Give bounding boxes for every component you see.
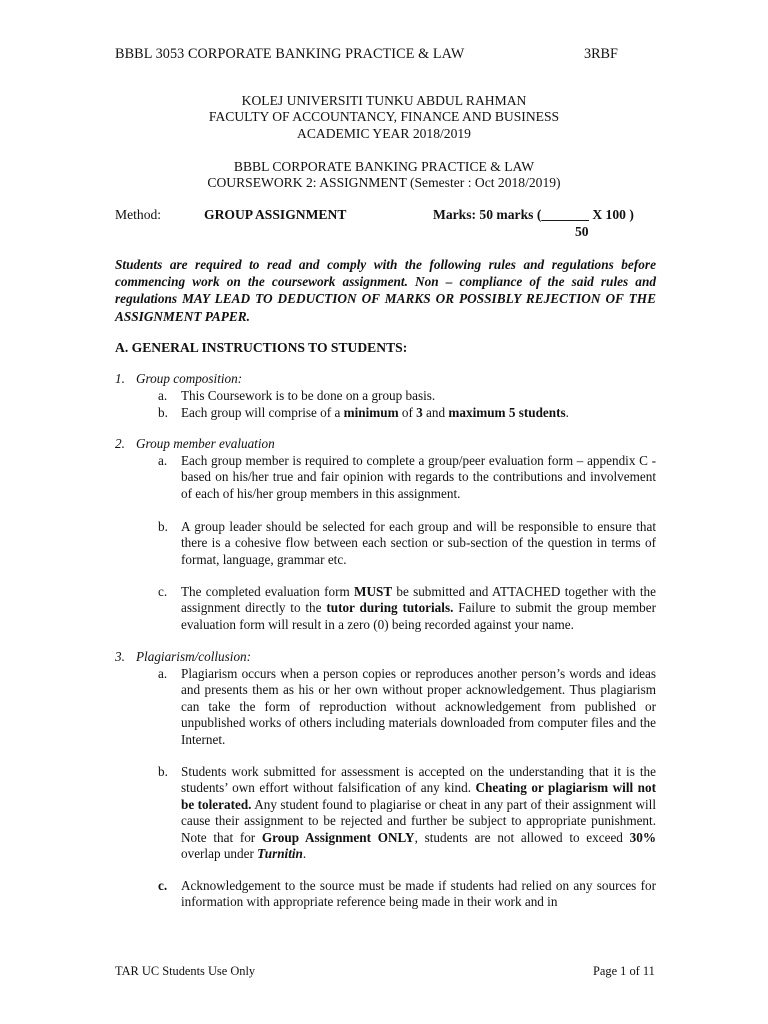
sub-text: Plagiarism occurs when a person copies or reproduces another person’s words and ideas and presents them as his or her own without proper acknowledgement. Thus plagiarism can take the form of reproduction without acknowledgement from published or unpublished works of others including materials downloaded from computer files and the Internet. [181, 666, 656, 747]
sub-text: Each group member is required to complete a group/peer evaluation form – appendix C - based on his/her true and fair opinion with regards to the contributions and involvement of each of his/her group members in this assignment. [181, 453, 656, 501]
item-2c [158, 584, 656, 633]
marks-denominator: 50 [575, 224, 589, 239]
method-value: GROUP ASSIGNMENT [204, 207, 347, 222]
sub-text: This Coursework is to be done on a group basis. [181, 388, 436, 403]
sub-text: Acknowledgement to the source must be made if students had relied on any sources for information with appropriate reference being made in their work and in [181, 878, 656, 910]
faculty-name: FACULTY OF ACCOUNTANCY, FINANCE AND BUSINESS [208, 109, 560, 125]
sub-letter: a. [158, 666, 168, 681]
item-3b [158, 764, 656, 862]
item-title: Group member evaluation [136, 436, 275, 451]
intro-paragraph [115, 256, 656, 325]
sub-text: Each group will comprise of a minimum of 3 and maximum 5 students. [181, 405, 569, 420]
sub-letter: a. [158, 388, 168, 403]
footer-usage-note: TAR UC Students Use Only [115, 964, 256, 978]
item-title: Plagiarism/collusion: [136, 649, 252, 664]
marks-suffix: X 100 ) [588, 207, 634, 222]
institution-block [0, 93, 768, 142]
item-3a [158, 666, 656, 748]
item-2b [158, 519, 656, 568]
sub-letter: c. [158, 584, 168, 599]
item-title: Group composition: [136, 371, 243, 386]
footer-page-number: Page 1 of 11 [593, 964, 655, 978]
sub-text: The completed evaluation form MUST be submitted and ATTACHED together with the assignment directly to the tutor during tutorials. Failure to submit the group member evaluation form will result in a zero (0) being recorded against your name. [181, 584, 656, 632]
marks-prefix: Marks: 50 marks ( [433, 207, 542, 222]
sub-letter: a. [158, 453, 168, 468]
intro-text: Students are required to read and comply with the following rules and regulations before commencing work on the coursework assignment. Non – compliance of the said rules and regulations [115, 257, 656, 307]
marks-blank: _______ [541, 207, 589, 222]
course-block [0, 159, 768, 192]
section-a-heading: A. GENERAL INSTRUCTIONS TO STUDENTS: [115, 340, 408, 355]
item-1a [158, 388, 656, 404]
sub-letter: b. [158, 405, 168, 420]
item-2-heading [115, 436, 275, 452]
item-2a [158, 453, 656, 502]
item-3c [158, 878, 656, 911]
academic-year: ACADEMIC YEAR 2018/2019 [297, 125, 471, 141]
method-label: Method: [115, 207, 162, 222]
item-1b [158, 405, 656, 421]
sub-letter: b. [158, 519, 168, 534]
item-number: 1. [115, 371, 125, 386]
sub-letter: c. [158, 878, 168, 893]
intro-emphasis: MAY LEAD TO DEDUCTION OF MARKS OR POSSIBLY REJECTION OF THE ASSIGNMENT PAPER. [115, 291, 656, 324]
marks-formula [433, 207, 634, 223]
sub-text: Students work submitted for assessment is accepted on the understanding that it is the students’ own effort without falsification of any kind. Cheating or plagiarism will not be tolerated. Any student found to plagiarise or cheat in any part of their assignment will cause their assignment to be rejected and further be subject to appropriate punishment. Note that for Group Assignment ONLY, students are not allowed to exceed 30% overlap under Turnitin. [181, 764, 656, 862]
item-number: 2. [115, 436, 125, 451]
item-3-heading [115, 649, 251, 665]
sub-text: A group leader should be selected for each group and will be responsible to ensure that there is a cohesive flow between each section or sub-section of the question in terms of format, language, grammar etc. [181, 519, 656, 567]
header-course-code: BBBL 3053 CORPORATE BANKING PRACTICE & LAW [115, 46, 465, 62]
sub-letter: b. [158, 764, 168, 779]
institution-name: KOLEJ UNIVERSITI TUNKU ABDUL RAHMAN [241, 93, 527, 108]
header-programme-code: 3RBF [584, 46, 618, 62]
item-1-heading [115, 371, 242, 387]
coursework-title: COURSEWORK 2: ASSIGNMENT (Semester : Oct 2018/2019) [207, 175, 561, 191]
course-title: BBBL CORPORATE BANKING PRACTICE & LAW [233, 159, 535, 174]
item-number: 3. [115, 649, 125, 664]
